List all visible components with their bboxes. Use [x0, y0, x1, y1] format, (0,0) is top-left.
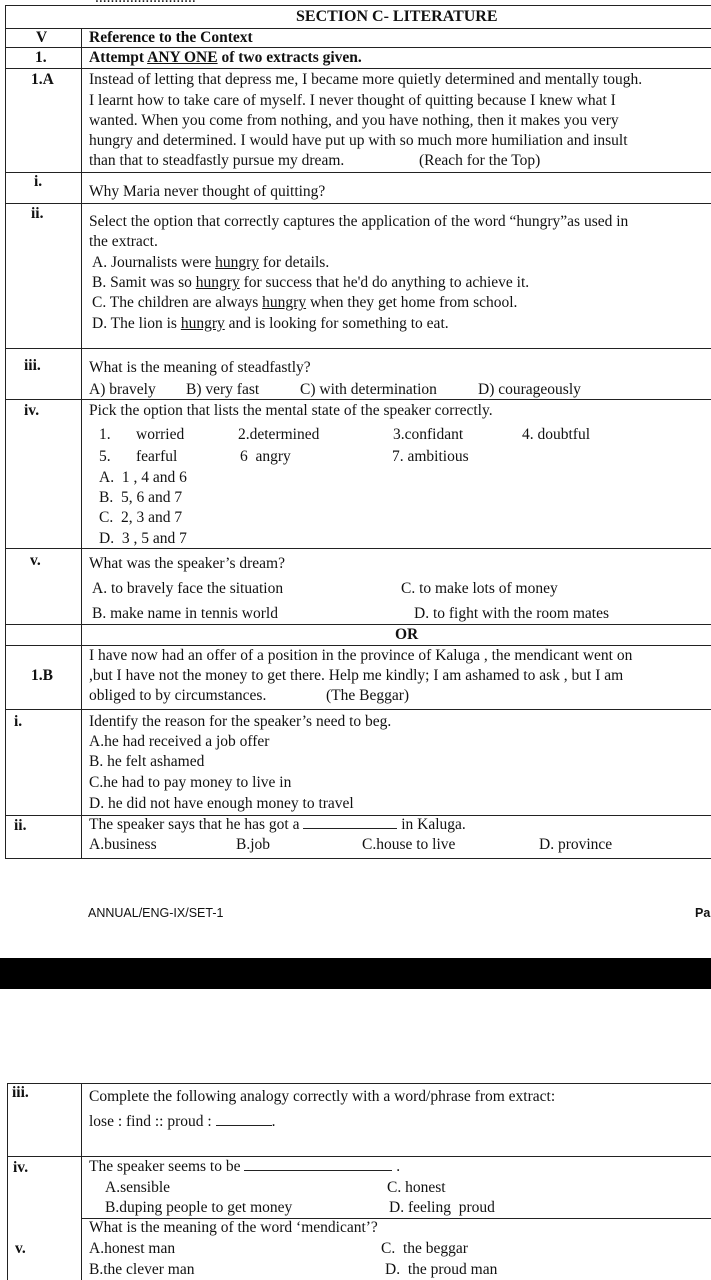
q-b-i-text: Identify the reason for the speaker’s need to beg. — [89, 713, 392, 730]
q-a-iii-num: iii. — [24, 357, 41, 374]
q-b-ii-option: D. province — [539, 836, 613, 853]
q-a-ii-option: A. Journalists were hungry for details. — [92, 254, 330, 271]
extract-a-line: wanted. When you come from nothing, and you have nothing, then it makes you very — [89, 112, 619, 129]
extract-a-source: (Reach for the Top) — [419, 152, 541, 169]
q-a-iv-num-item: 5. — [99, 448, 111, 465]
q-a-iv-option: C. 2, 3 and 7 — [99, 509, 183, 526]
q-a-ii-option: B. Samit was so hungry for success that he'd do anything to achieve it. — [92, 274, 530, 291]
q-b-i-option: D. he did not have enough money to travel — [89, 795, 354, 812]
q-b-i-option: A.he had received a job offer — [89, 733, 270, 750]
p2-q-v-option: C. the beggar — [381, 1240, 468, 1257]
footer-page: Pa — [695, 906, 711, 920]
rule — [5, 858, 711, 859]
rule — [5, 203, 711, 204]
q-a-ii-line: Select the option that correctly captures the application of the word “hungry”as used in — [89, 213, 629, 230]
q-a-v-option: D. to fight with the room mates — [414, 605, 610, 622]
p2-q-iii-num: iii. — [12, 1084, 29, 1101]
q-a-iv-num-item: 1. — [99, 426, 111, 443]
rule — [7, 1083, 8, 1280]
p2-q-iv-option: B.duping people to get money — [105, 1199, 293, 1216]
page-separator — [0, 958, 711, 989]
q-a-iii-option: A) bravely — [89, 381, 156, 398]
blank-line — [303, 828, 397, 829]
p2-q-iii-analogy: lose : find :: proud : . — [89, 1113, 276, 1130]
q-a-v-option: B. make name in tennis world — [92, 605, 278, 622]
p2-q-v-option: A.honest man — [89, 1240, 176, 1257]
rule — [5, 172, 711, 173]
q-b-i-option: C.he had to pay money to live in — [89, 774, 292, 791]
blank-line — [244, 1170, 392, 1171]
p2-q-v-option: B.the clever man — [89, 1261, 195, 1278]
extract-a-line: hungry and determined. I would have put up with so much more humiliation and insult — [89, 132, 628, 149]
q-b-ii-option: C.house to live — [362, 836, 456, 853]
rule — [5, 68, 711, 69]
extract-a-line: Instead of letting that depress me, I became more quietly determined and mentally tough. — [89, 71, 643, 88]
section-title: SECTION C- LITERATURE — [296, 8, 498, 25]
extract-b-num: 1.B — [31, 667, 53, 684]
q-a-iii-option: D) courageously — [478, 381, 581, 398]
blank-line — [216, 1125, 272, 1126]
header-num: V — [36, 29, 48, 46]
q-a-ii-line: the extract. — [89, 233, 158, 250]
q-a-iv-item: 6 angry — [240, 448, 291, 465]
extract-b-line: obliged to by circumstances. — [89, 687, 267, 704]
extract-a-line: than that to steadfastly pursue my dream. — [89, 152, 345, 169]
p2-q-v-text: What is the meaning of the word ‘mendicant’? — [89, 1219, 378, 1236]
q-a-iii-option: B) very fast — [186, 381, 260, 398]
instruction-text: Attempt ANY ONE of two extracts given. — [89, 49, 362, 66]
q-a-iii-option: C) with determination — [300, 381, 437, 398]
q-a-i-text: Why Maria never thought of quitting? — [89, 183, 326, 200]
q-a-ii-option: C. The children are always hungry when they get home from school. — [92, 294, 518, 311]
q-b-ii-option: A.business — [89, 836, 157, 853]
q-b-ii-num: ii. — [14, 817, 27, 834]
rule — [81, 1083, 82, 1280]
q-a-ii-num: ii. — [31, 205, 44, 222]
q-a-iv-item: fearful — [136, 448, 178, 465]
p2-q-iii-text: Complete the following analogy correctly with a word/phrase from extract: — [89, 1088, 556, 1105]
q-a-iv-option: D. 3 , 5 and 7 — [99, 530, 187, 547]
q-a-iv-option: B. 5, 6 and 7 — [99, 489, 183, 506]
q-a-i-num: i. — [34, 173, 43, 190]
p2-q-iv-num: iv. — [13, 1159, 29, 1176]
q-a-iv-text: Pick the option that lists the mental state of the speaker correctly. — [89, 402, 493, 419]
extract-b-source: (The Beggar) — [326, 687, 410, 704]
q-b-i-option: B. he felt ashamed — [89, 753, 205, 770]
rule — [5, 624, 711, 625]
rule — [5, 5, 6, 859]
rule — [81, 28, 82, 859]
q-a-v-option: C. to make lots of money — [401, 580, 558, 597]
extract-b-line: I have now had an offer of a position in the province of Kaluga , the mendicant went on — [89, 647, 633, 664]
q-a-iii-text: What is the meaning of steadfastly? — [89, 359, 311, 376]
or-label: OR — [395, 626, 419, 643]
q-a-ii-option: D. The lion is hungry and is looking for something to eat. — [92, 315, 449, 332]
rule — [5, 5, 711, 6]
instruction-num: 1. — [35, 49, 47, 66]
q-b-ii-option: B.job — [236, 836, 271, 853]
q-a-v-option: A. to bravely face the situation — [92, 580, 284, 597]
rule — [7, 1083, 711, 1084]
p2-q-iv-option: D. feeling proud — [389, 1199, 495, 1216]
p2-q-iv-option: C. honest — [387, 1179, 446, 1196]
q-b-ii-text: The speaker says that he has got a in Kaluga. — [89, 816, 466, 833]
q-a-iv-item: 7. ambitious — [392, 448, 469, 465]
extract-b-line: ,but I have not the money to get there. Help me kindly; I am ashamed to ask , but I am — [89, 667, 624, 684]
q-a-v-num: v. — [30, 552, 41, 569]
q-a-iv-item: 3.confidant — [393, 426, 464, 443]
q-a-iv-item: 4. doubtful — [522, 426, 591, 443]
footer-code: ANNUAL/ENG-IX/SET-1 — [88, 906, 224, 920]
p2-q-v-num: v. — [15, 1240, 26, 1257]
q-a-iv-option: A. 1 , 4 and 6 — [99, 469, 187, 486]
p2-q-iv-option: A.sensible — [105, 1179, 171, 1196]
q-a-iv-item: worried — [136, 426, 185, 443]
header-text: Reference to the Context — [89, 29, 253, 46]
q-a-iv-num: iv. — [24, 402, 40, 419]
q-a-iv-item: 2.determined — [238, 426, 320, 443]
p2-q-v-option: D. the proud man — [385, 1261, 498, 1278]
rule — [5, 709, 711, 710]
top-fragment — [95, 0, 196, 8]
extract-a-num: 1.A — [31, 71, 54, 88]
q-b-i-num: i. — [14, 713, 23, 730]
p2-q-iv-text: The speaker seems to be . — [89, 1158, 401, 1175]
q-a-v-text: What was the speaker’s dream? — [89, 555, 285, 572]
extract-a-line: I learnt how to take care of myself. I never thought of quitting because I knew what I — [89, 92, 616, 109]
rule — [5, 348, 711, 349]
